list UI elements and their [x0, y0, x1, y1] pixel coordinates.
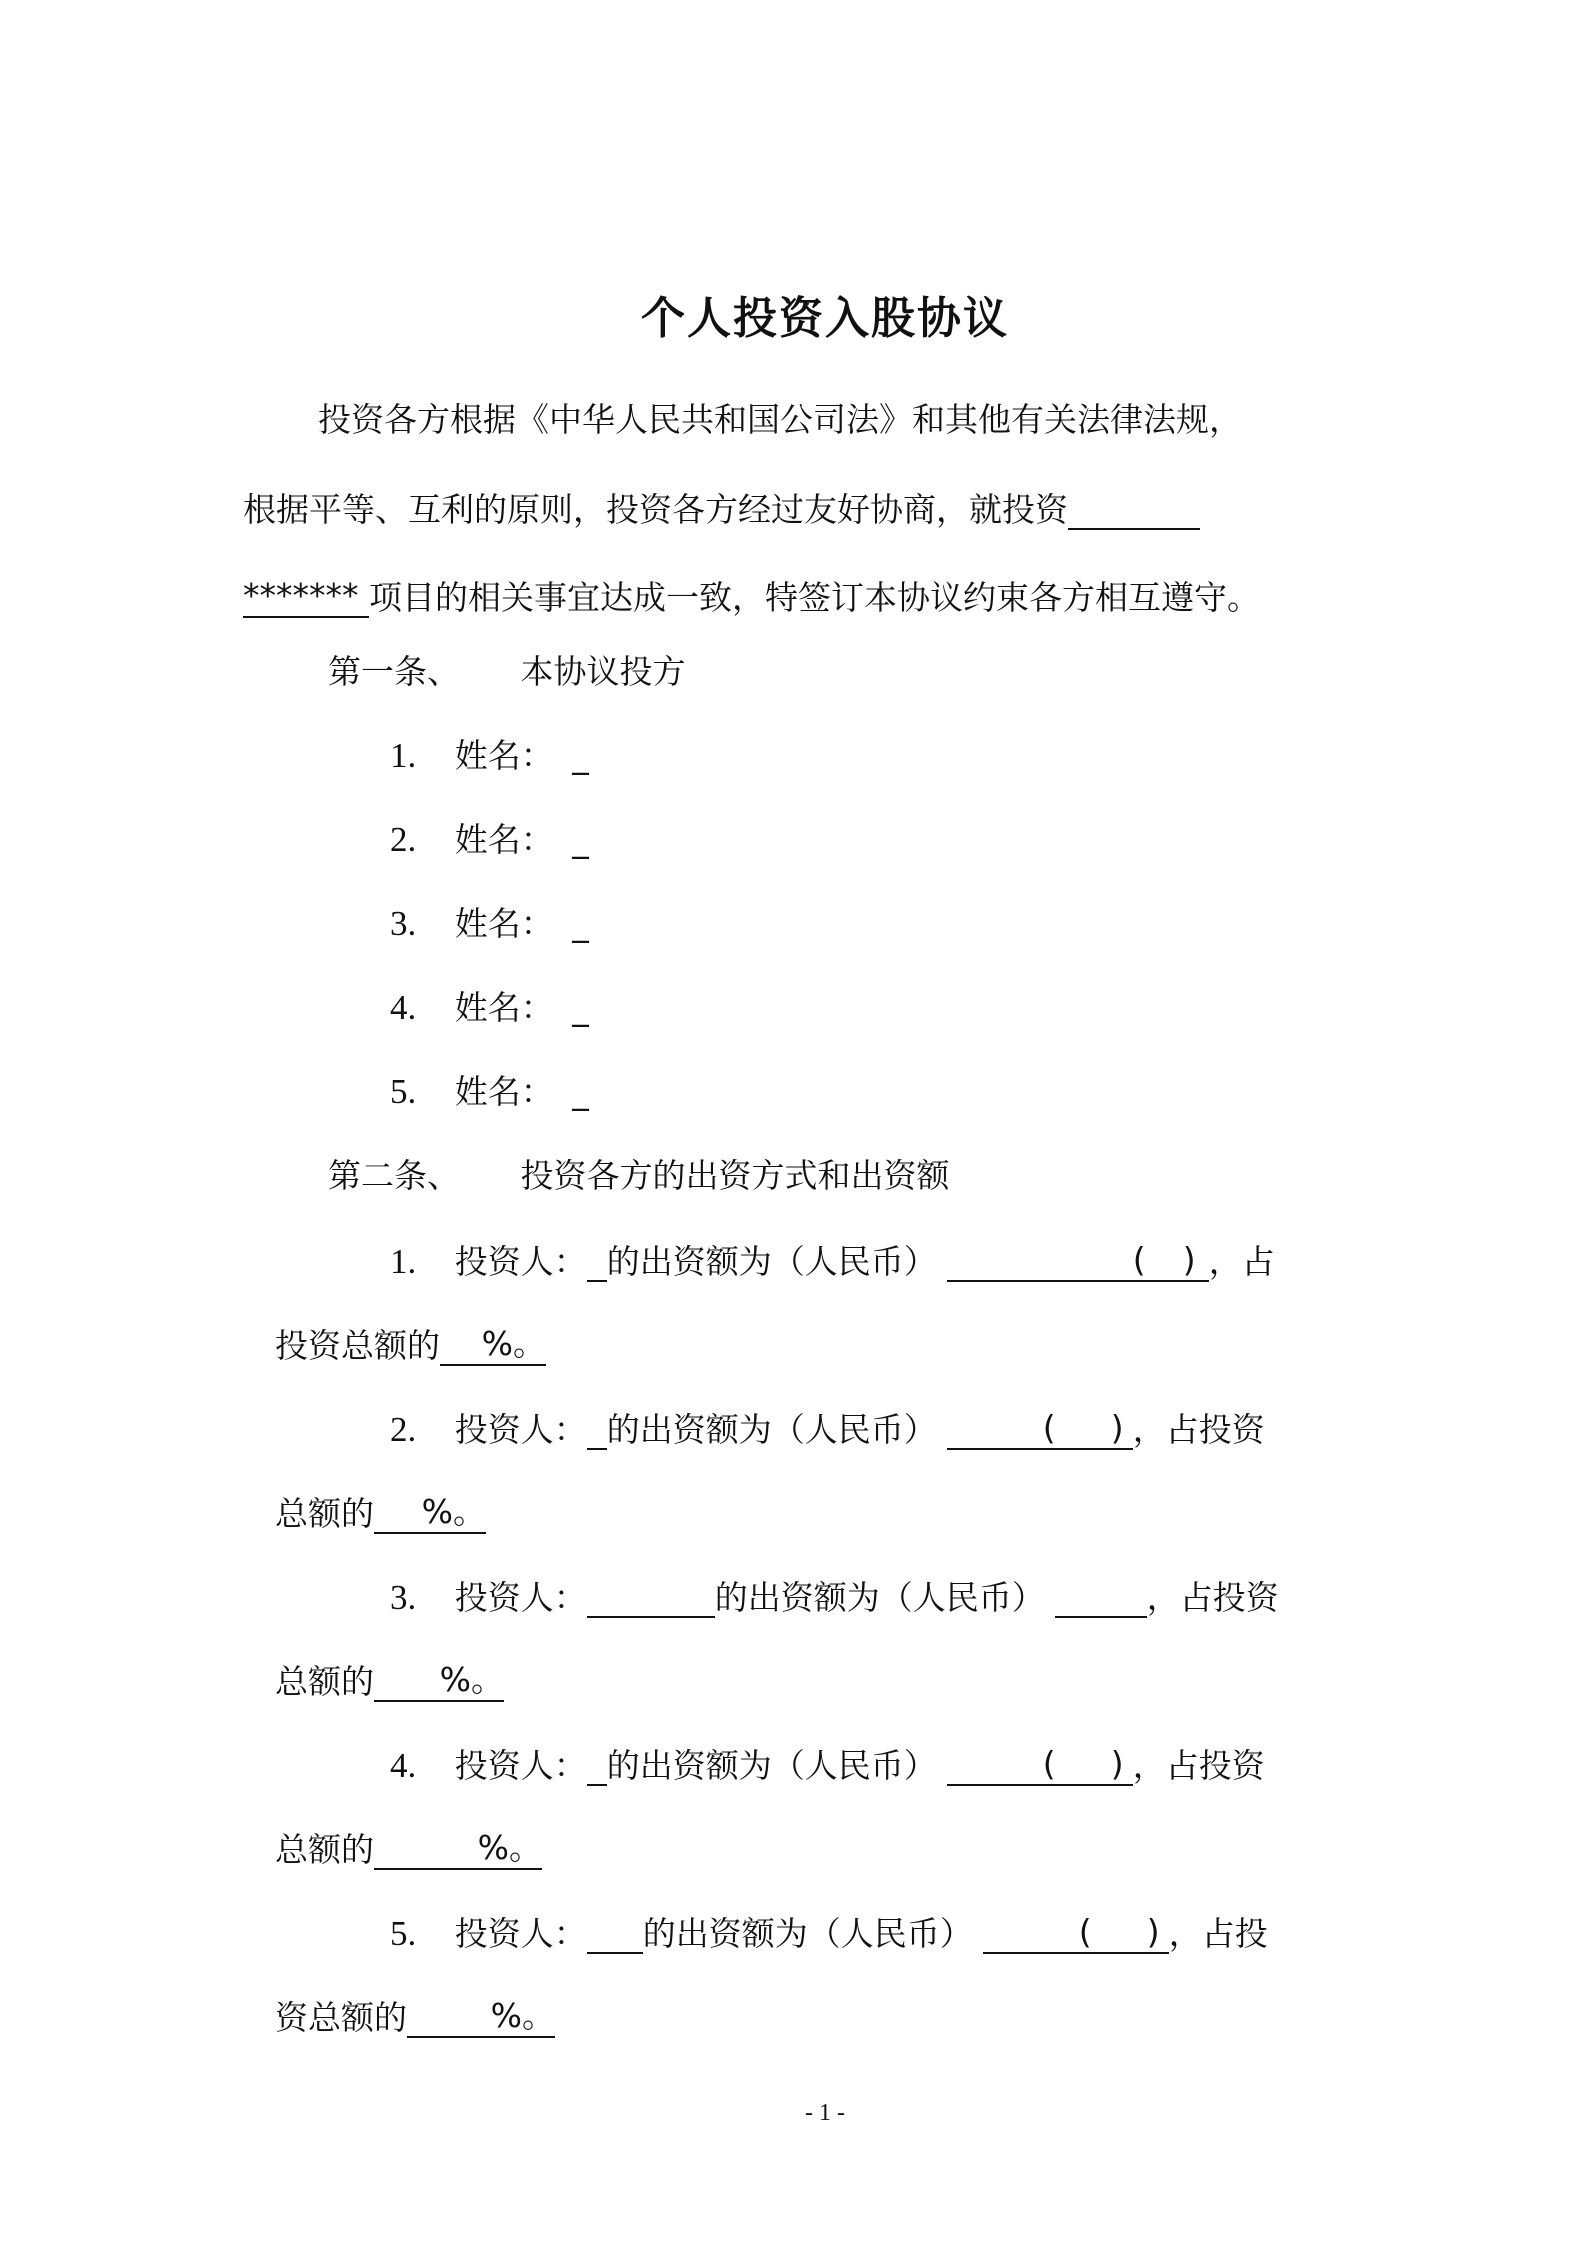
project-name-mask: *******: [243, 576, 359, 615]
list-number: 2.: [390, 1410, 417, 1449]
paren-close: ): [1110, 1744, 1124, 1783]
name-label: 姓名：: [454, 736, 554, 775]
contribution-row-cont: [275, 1996, 555, 2038]
investor-name-field[interactable]: [587, 1408, 607, 1450]
investor-name-field[interactable]: [587, 1912, 643, 1954]
investor-name-row: [390, 1072, 589, 1112]
name-label: 姓名：: [454, 1072, 554, 1111]
amount-field[interactable]: [947, 1744, 1133, 1786]
total-label: 总额的: [275, 1662, 374, 1701]
share-text: ，占投资: [1132, 1410, 1265, 1449]
investor-label: 投资人：: [454, 1746, 587, 1785]
name-field[interactable]: _: [572, 736, 589, 775]
name-field[interactable]: _: [572, 1072, 589, 1111]
article-2-number: 第二条、: [328, 1156, 460, 1195]
contribution-row-cont: [275, 1660, 504, 1702]
article-1-number: 第一条、: [328, 652, 460, 691]
article-2-heading: [328, 1156, 950, 1196]
contribution-row-cont: [275, 1492, 486, 1534]
paren-open: (: [1042, 1408, 1056, 1447]
investor-name-row: [390, 736, 589, 776]
total-label: 资总额的: [275, 1998, 407, 2037]
percent-field[interactable]: [374, 1828, 542, 1870]
percent-field[interactable]: [407, 1996, 555, 2038]
preamble-line-1: 投资各方根据《中华人民共和国公司法》和其他有关法律法规，: [318, 400, 1242, 439]
name-field[interactable]: _: [572, 820, 589, 859]
preamble-line-3: [243, 576, 1260, 618]
investor-label: 投资人：: [454, 1410, 587, 1449]
percent-sign: %。: [477, 1828, 542, 1867]
contribution-row: [390, 1744, 1265, 1786]
investor-name-field[interactable]: [587, 1240, 607, 1282]
list-number: 4.: [390, 988, 417, 1027]
list-number: 3.: [390, 1578, 417, 1617]
list-number: 1.: [390, 736, 417, 775]
share-text: ，占投: [1168, 1914, 1268, 1953]
paren-close: ): [1182, 1240, 1196, 1279]
page-number: - 1 -: [805, 2100, 845, 2126]
preamble-line-3-text: 项目的相关事宜达成一致，特签订本协议约束各方相互遵守。: [369, 578, 1260, 617]
percent-sign: %。: [490, 1996, 555, 2035]
amount-text: 的出资额为（人民币）: [606, 1242, 937, 1281]
name-label: 姓名：: [454, 988, 554, 1027]
list-number: 5.: [390, 1072, 417, 1111]
investor-label: 投资人：: [454, 1914, 587, 1953]
project-blank-2[interactable]: [243, 576, 369, 618]
amount-text: 的出资额为（人民币）: [642, 1914, 973, 1953]
total-label: 总额的: [275, 1494, 374, 1533]
list-number: 5.: [390, 1914, 417, 1953]
name-field[interactable]: _: [572, 904, 589, 943]
amount-text: 的出资额为（人民币）: [714, 1578, 1045, 1617]
share-text: ，占: [1208, 1242, 1275, 1281]
investor-name-field[interactable]: [587, 1744, 607, 1786]
investor-name-row: [390, 904, 589, 944]
percent-sign: %。: [421, 1492, 486, 1531]
paren-open: (: [1042, 1744, 1056, 1783]
contribution-row: [390, 1912, 1268, 1954]
investor-label: 投资人：: [454, 1242, 587, 1281]
project-blank-1[interactable]: [1068, 488, 1200, 530]
amount-field[interactable]: [947, 1408, 1133, 1450]
paren-open: (: [1078, 1912, 1092, 1951]
name-field[interactable]: _: [572, 988, 589, 1027]
amount-text: 的出资额为（人民币）: [606, 1410, 937, 1449]
paren-open: (: [1132, 1240, 1146, 1279]
contribution-row: [390, 1240, 1275, 1282]
percent-sign: %。: [439, 1660, 504, 1699]
total-label: 投资总额的: [275, 1326, 440, 1365]
article-1-title: 本协议投方: [520, 652, 686, 691]
document-title: 个人投资入股协议: [641, 293, 1009, 344]
percent-sign: %。: [481, 1324, 546, 1363]
list-number: 4.: [390, 1746, 417, 1785]
preamble-line-2-text: 根据平等、互利的原则，投资各方经过友好协商，就投资: [243, 490, 1068, 529]
contribution-row-cont: [275, 1324, 546, 1366]
investor-name-row: [390, 820, 589, 860]
percent-field[interactable]: [374, 1492, 486, 1534]
investor-name-field[interactable]: [587, 1576, 715, 1618]
amount-field[interactable]: [1055, 1576, 1147, 1618]
name-label: 姓名：: [454, 820, 554, 859]
amount-field[interactable]: [983, 1912, 1169, 1954]
investor-label: 投资人：: [454, 1578, 587, 1617]
paren-close: ): [1110, 1408, 1124, 1447]
preamble-line-2: [243, 488, 1200, 530]
paren-close: ): [1146, 1912, 1160, 1951]
article-2-title: 投资各方的出资方式和出资额: [520, 1156, 950, 1195]
amount-text: 的出资额为（人民币）: [606, 1746, 937, 1785]
share-text: ，占投资: [1132, 1746, 1265, 1785]
contribution-row: [390, 1576, 1279, 1618]
amount-field[interactable]: [947, 1240, 1209, 1282]
list-number: 1.: [390, 1242, 417, 1281]
name-label: 姓名：: [454, 904, 554, 943]
share-text: ，占投资: [1146, 1578, 1279, 1617]
list-number: 3.: [390, 904, 417, 943]
total-label: 总额的: [275, 1830, 374, 1869]
investor-name-row: [390, 988, 589, 1028]
contribution-row-cont: [275, 1828, 542, 1870]
percent-field[interactable]: [440, 1324, 546, 1366]
contribution-row: [390, 1408, 1265, 1450]
article-1-heading: [328, 652, 686, 692]
list-number: 2.: [390, 820, 417, 859]
percent-field[interactable]: [374, 1660, 504, 1702]
